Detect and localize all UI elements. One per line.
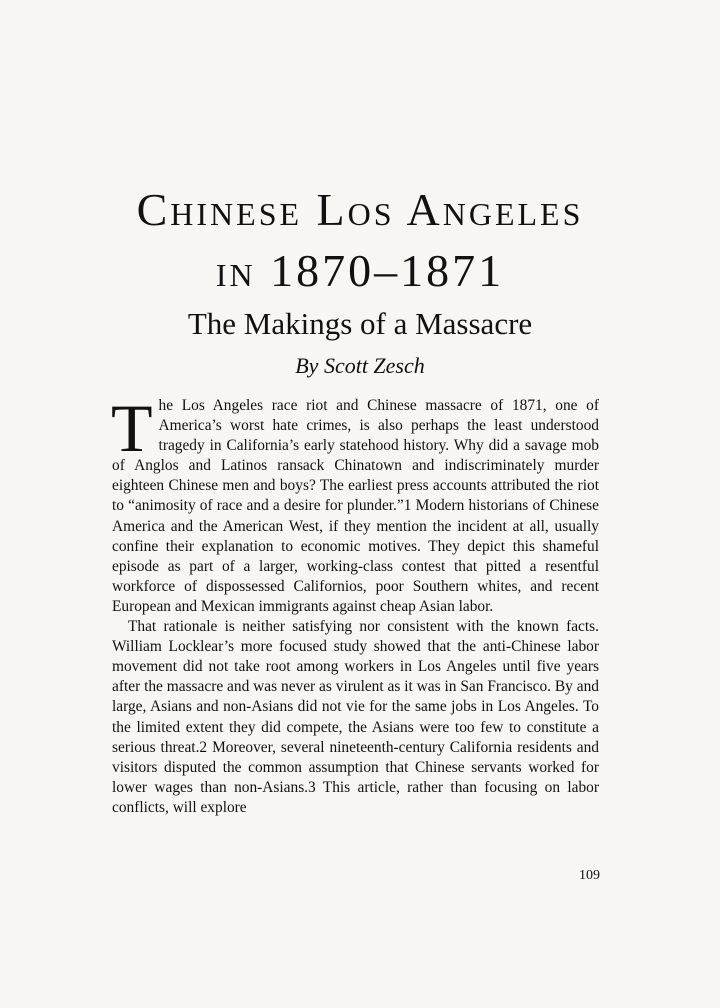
paragraph-1-text: he Los Angeles race riot and Chinese massacre of 1871, one of America’s worst hate crimes, is also perhaps the least understood tragedy in California’s early statehood history. Why did a savage mob of Anglos and Latinos ransack Chinatown and indiscriminately murder eighteen Chinese men and boys? The earliest press accounts attributed the riot to “animosity of race and a desire for plunder.”1 Modern historians of Chinese America and the American West, if they mention the incident at all, usually confine their explanation to economic motives. They depict this shameful episode as part of a larger, working-class contest that pitted a resentful workforce of dispossessed Californios, poor Southern whites, and recent European and Mexican immigrants against cheap Asian labor. xyxy=(112,397,599,615)
article-body xyxy=(111,390,599,818)
paragraph-2: That rationale is neither satisfying nor consistent with the known facts. William Locklear’s more focused study showed that the anti-Chinese labor movement did not take root among workers in Los Angeles until five years after the massacre and was never as virulent as it was in San Francisco. By and large, Asians and non-Asians did not vie for the same jobs in Los Angeles. To the limited extent they did compete, the Asians were too few to constitute a serious threat.2 Moreover, several nineteenth-century California residents and visitors disputed the common assumption that Chinese servants worked for lower wages than non-Asians.3 This article, rather than focusing on labor conflicts, will explore xyxy=(112,618,599,816)
article-byline: By Scott Zesch xyxy=(295,353,425,378)
title-block xyxy=(0,184,720,380)
paragraph-1 xyxy=(111,390,599,617)
article-title-line1: Chinese Los Angeles xyxy=(136,184,584,235)
drop-cap: T xyxy=(111,390,153,466)
article-subtitle: The Makings of a Massacre xyxy=(187,306,533,341)
page-number: 109 xyxy=(579,868,600,883)
article-title-line2: in 1870–1871 xyxy=(215,245,505,296)
